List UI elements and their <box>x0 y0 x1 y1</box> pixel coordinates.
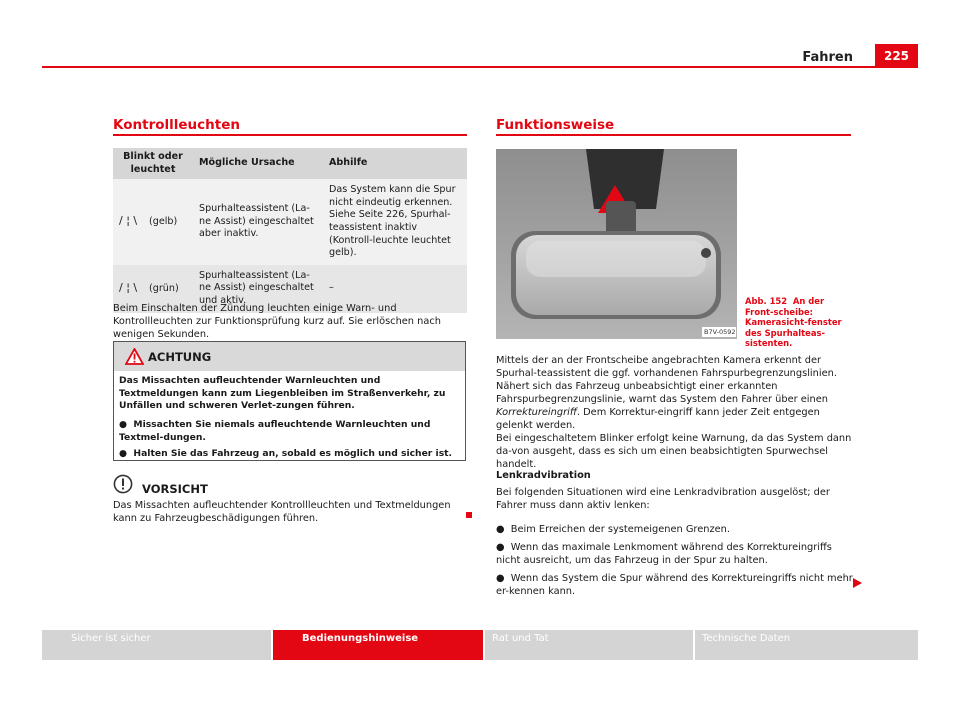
table-cell-cause: Spurhalteassistent (La-ne Assist) eingeschaltet aber inaktiv. <box>193 179 323 265</box>
list-item-text: Wenn das maximale Lenkmoment während des Korrektureingriffs nicht ausreicht, um das Fahrzeug in der Spur zu halten. <box>496 542 832 566</box>
achtung-title: ACHTUNG <box>148 350 212 364</box>
intro-paragraph: Beim Einschalten der Zündung leuchten einige Warn- und Kontrollleuchten zur Funktionsprüfung kurz auf. Sie erlöschen nach wenigen Sekunden. <box>113 303 441 340</box>
indicator-table <box>113 148 467 313</box>
list-item-text: Beim Erreichen der systemeigenen Grenzen. <box>510 524 730 535</box>
footer-tab-sicher-ist-sicher[interactable]: Sicher ist sicher <box>42 630 271 660</box>
section-title-funktionsweise: Funktionsweise <box>496 117 615 133</box>
table-header-cell: Blinkt oder leuchtet <box>113 148 193 179</box>
table-header-cell: Abhilfe <box>323 148 467 179</box>
list-item <box>496 572 856 598</box>
vorsicht-title: VORSICHT <box>142 482 208 496</box>
paragraph: Bei folgenden Situationen wird eine Lenkradvibration ausgelöst; der Fahrer muss dann aktiv lenken: <box>496 487 830 511</box>
list-item <box>496 523 856 536</box>
achtung-warning-box <box>113 341 466 461</box>
lamp-color: (grün) <box>149 282 179 294</box>
table-cell-remedy: Das System kann die Spur nicht eindeutig erkennen. Siehe Seite 226, Spurhal-teassistent inaktiv (Kontroll-leuchte leuchtet gelb). <box>323 179 467 265</box>
paragraph <box>496 354 856 432</box>
table-cell-remedy: – <box>323 265 467 313</box>
section-divider <box>113 134 467 136</box>
paragraph-text: Mittels der an der Frontscheibe angebrachten Kamera erkennt der Spurhal-teassistent die ggf. vorhandenen Fahrspurbegrenzungslinien. Nähert sich das Fahrzeug unbeabsichtigt einer erkannten Fahrspurbegrenzungslinie, warnt das System den Fahrer über einen <box>496 355 837 405</box>
list-item-text: Wenn das System die Spur während des Korrektureingriffs nicht mehr er-kennen kann. <box>496 573 853 597</box>
caption-text: An der Front-scheibe: Kamerasicht-fenster des Spurhalteas-sistenten. <box>745 296 842 349</box>
lane-assist-lamp-icon: / ¦ \ <box>119 214 138 228</box>
figure-code: B7V-0592 <box>704 328 736 336</box>
table-row <box>113 179 467 265</box>
achtung-lead: Das Missachten aufleuchtender Warnleuchten und Textmeldungen kann zum Liegenbleiben im Straßenverkehr, zu Unfällen und schweren Verlet-zungen führen. <box>119 375 446 412</box>
paragraph-text: . Dem Korrektur-eingriff kann jeder Zeit entgegen gelenkt werden. <box>496 407 820 431</box>
list-item <box>119 419 461 444</box>
warning-triangle-icon <box>125 348 144 365</box>
vorsicht-text: Das Missachten aufleuchtender Kontrollleuchten und Textmeldungen kann zu Fahrzeugbeschädigungen führen. <box>113 500 451 524</box>
page-number: 225 <box>875 44 918 66</box>
paragraph: Bei eingeschaltetem Blinker erfolgt keine Warnung, da das System dann da-von ausgeht, dass es sich um einen beabsichtigten Spurwechsel handelt. <box>496 433 852 470</box>
camera-window-illustration <box>496 149 737 339</box>
achtung-header <box>114 342 465 371</box>
figure-camera-window <box>496 149 737 339</box>
section-end-marker <box>466 512 472 518</box>
achtung-bullet-text: Missachten Sie niemals aufleuchtende Warnleuchten und Textmel-dungen. <box>119 419 431 443</box>
section-title-kontrollleuchten: Kontrollleuchten <box>113 117 240 133</box>
lane-assist-lamp-icon: / ¦ \ <box>119 280 138 294</box>
bullet-icon: ● <box>119 419 134 430</box>
footer-tab-bedienungshinweise[interactable]: Bedienungshinweise <box>273 630 483 660</box>
continue-arrow-icon <box>853 578 862 588</box>
figure-caption <box>745 296 853 349</box>
caution-icon <box>113 474 133 494</box>
footer-tab-technische-daten[interactable]: Technische Daten <box>695 630 918 660</box>
achtung-bullet-text: Halten Sie das Fahrzeug an, sobald es möglich und sicher ist. <box>133 448 453 459</box>
bullet-icon: ● <box>119 448 134 459</box>
caption-label: Abb. 152 <box>745 296 788 306</box>
table-cell-lamp <box>113 179 193 265</box>
header-divider <box>42 66 918 68</box>
list-item <box>119 448 461 461</box>
table-header-cell: Mögliche Ursache <box>193 148 323 179</box>
chapter-title: Fahren <box>802 50 853 65</box>
table-header-row <box>113 148 467 179</box>
bullet-icon: ● <box>496 542 511 553</box>
lamp-color: (gelb) <box>149 216 178 228</box>
emphasis-text: Korrektureingriff <box>496 407 577 418</box>
subheading-lenkradvibration: Lenkradvibration <box>496 470 591 481</box>
table-cell-cause: Spurhalteassistent (La-ne Assist) eingeschaltet und aktiv. <box>193 265 323 313</box>
bullet-icon: ● <box>496 524 511 535</box>
section-divider <box>496 134 851 136</box>
bullet-icon: ● <box>496 573 511 584</box>
list-item <box>496 541 856 567</box>
footer-tab-rat-und-tat[interactable]: Rat und Tat <box>485 630 693 660</box>
